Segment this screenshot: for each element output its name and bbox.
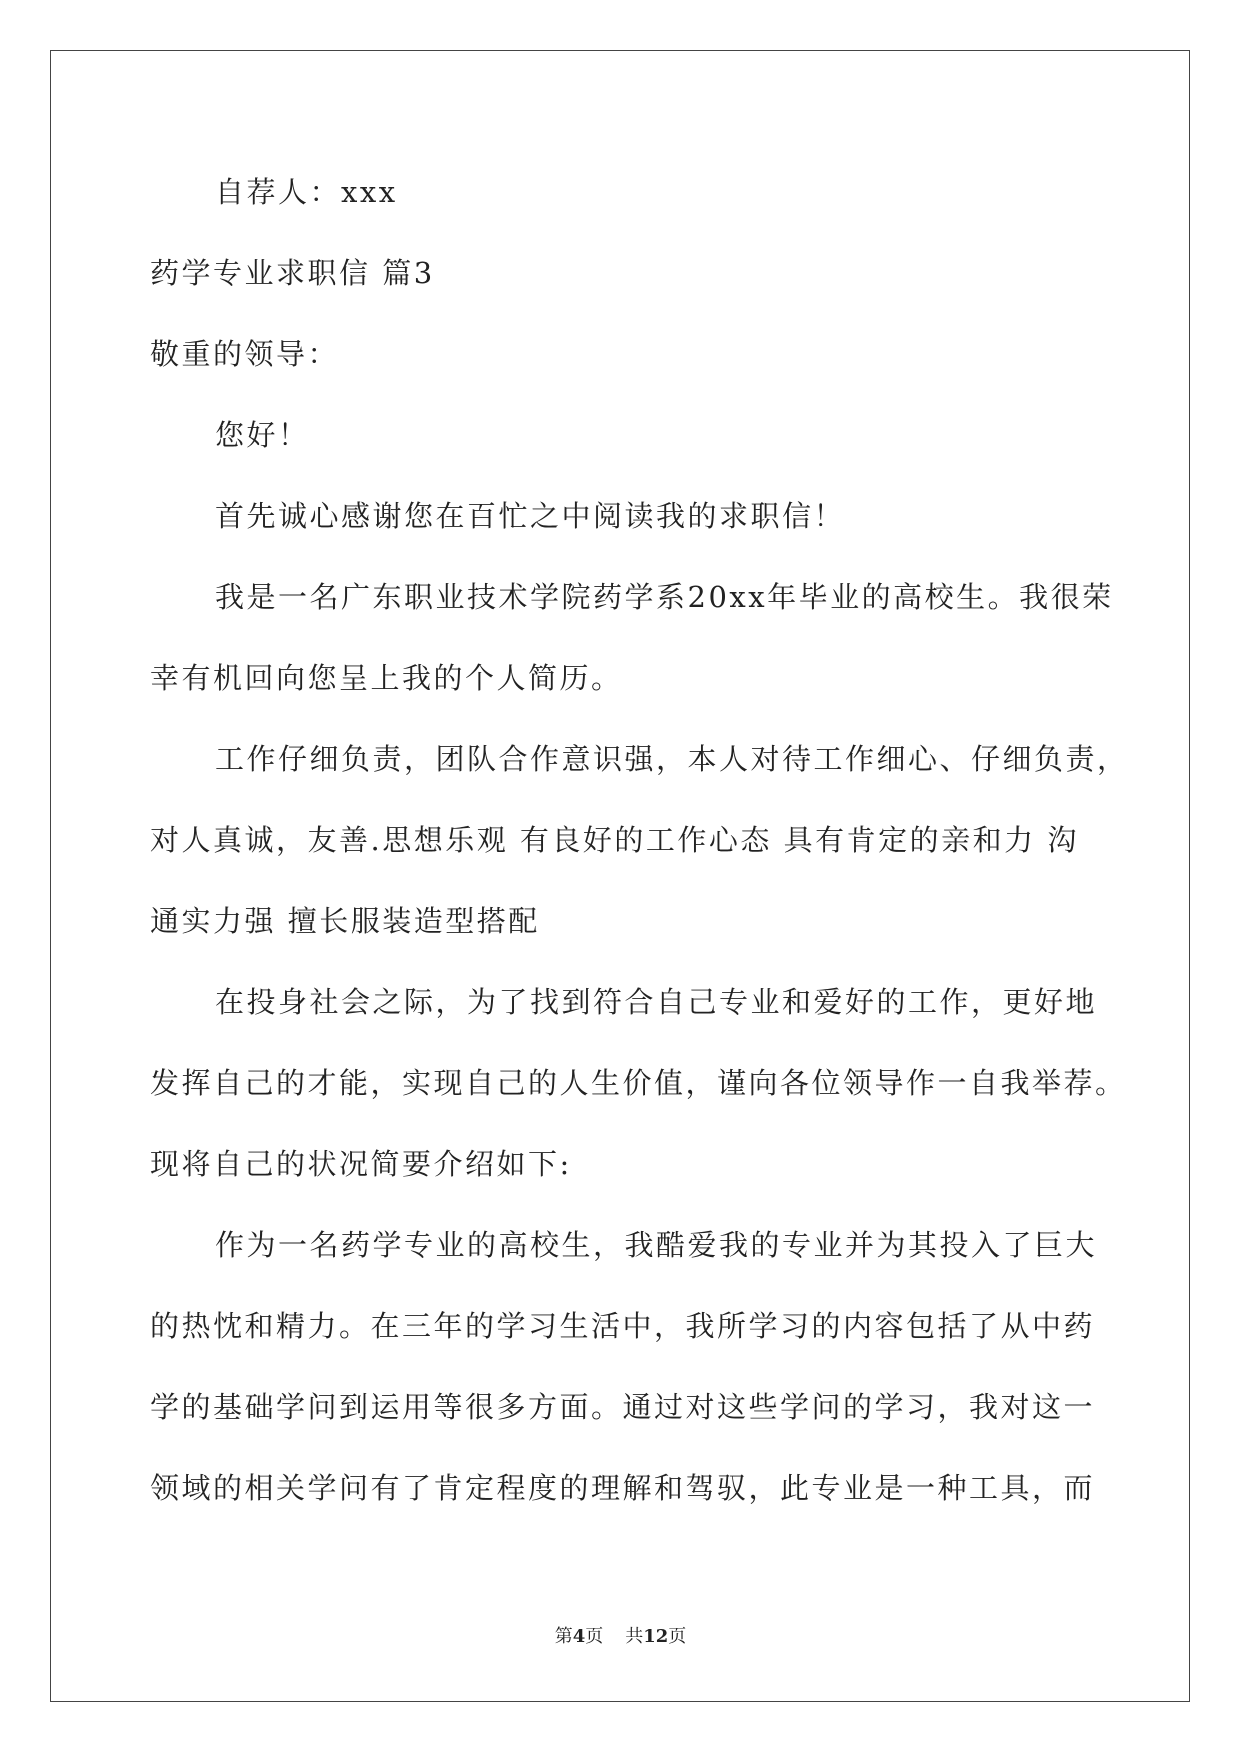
greeting: 您好！: [215, 418, 310, 452]
salutation: 敬重的领导：: [150, 337, 340, 371]
paragraph-line: 幸有机回向您呈上我的个人简历。: [150, 661, 623, 695]
page-prefix: 第: [554, 1626, 573, 1647]
page-border: [50, 50, 1190, 1702]
page-suffix: 页: [585, 1626, 604, 1647]
total-suffix: 页: [668, 1626, 687, 1647]
paragraph-line: 我是一名广东职业技术学院药学系20xx年毕业的高校生。我很荣: [215, 580, 1114, 614]
total-prefix: 共: [625, 1626, 644, 1647]
paragraph-line: 现将自己的状况简要介绍如下:: [150, 1147, 572, 1181]
section-title: 药学专业求职信 篇3: [150, 256, 435, 290]
paragraph-line: 的热忱和精力。在三年的学习生活中，我所学习的内容包括了从中药: [150, 1309, 1096, 1343]
paragraph-line: 发挥自己的才能，实现自己的人生价值，谨向各位领导作一自我举荐。: [150, 1066, 1127, 1100]
current-page-number: 4: [572, 1626, 586, 1647]
page-footer: [0, 1625, 1241, 1649]
paragraph-line: 首先诚心感谢您在百忙之中阅读我的求职信！: [215, 499, 846, 533]
paragraph-line: 通实力强 擅长服装造型搭配: [150, 904, 540, 938]
total-page-number: 12: [643, 1626, 669, 1647]
paragraph-line: 工作仔细负责，团队合作意识强，本人对待工作细心、仔细负责，: [215, 742, 1129, 776]
paragraph-line: 领域的相关学问有了肯定程度的理解和驾驭，此专业是一种工具，而: [150, 1471, 1096, 1505]
paragraph-line: 对人真诚，友善.思想乐观 有良好的工作心态 具有肯定的亲和力 沟: [150, 823, 1079, 857]
paragraph-line: 作为一名药学专业的高校生，我酷爱我的专业并为其投入了巨大: [215, 1228, 1098, 1262]
paragraph-line: 学的基础学问到运用等很多方面。通过对这些学问的学习，我对这一: [150, 1390, 1096, 1424]
paragraph-line: 在投身社会之际，为了找到符合自己专业和爱好的工作，更好地: [215, 985, 1098, 1019]
signature-line: 自荐人：xxx: [215, 175, 398, 209]
